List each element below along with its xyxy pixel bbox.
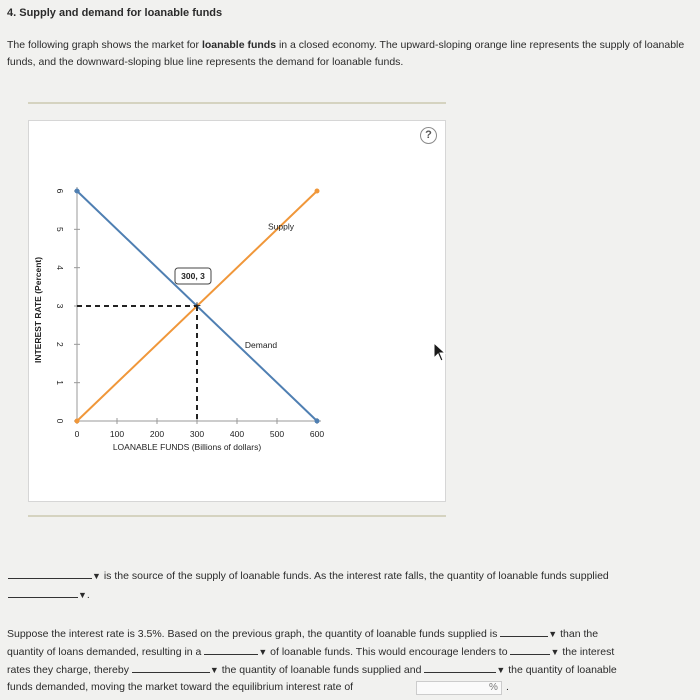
x-tick-label: 300 [189, 429, 205, 439]
y-tick-label: 2 [54, 341, 65, 347]
q1-line-1: ▼ is the source of the supply of loanable funds. As the interest rate falls, the quantity of loanable funds supplied [8, 566, 609, 585]
y-tick-label: 1 [54, 380, 65, 386]
q2-line-4: funds demanded, moving the market toward the equilibrium interest rate of [7, 681, 354, 693]
x-tick-label: 400 [229, 429, 245, 439]
equilibrium-label: 300, 3 [181, 271, 205, 281]
q2-line-3: rates they charge, thereby ▼ the quantity of loanable funds supplied and ▼ the quantity of loanable [7, 660, 617, 679]
q2-lenders-dropdown[interactable] [510, 642, 550, 655]
y-tick-label: 5 [54, 226, 65, 232]
x-tick-label: 200 [149, 429, 165, 439]
demand-end-point [315, 419, 320, 424]
y-tick-label: 4 [54, 265, 65, 271]
q1-line-2: ▼. [8, 585, 90, 604]
q2-line-2: quantity of loans demanded, resulting in a ▼ of loanable funds. This would encourage lenders to ▼ the interest [7, 642, 614, 661]
q2-end-period: . [506, 681, 509, 693]
y-axis-title: INTEREST RATE (Percent) [33, 256, 43, 364]
q1-supplied-dropdown-arrow[interactable]: ▼ [78, 590, 87, 600]
q2-demanded-dropdown[interactable] [424, 660, 496, 673]
supply-start-point [75, 419, 80, 424]
question-heading: 4. Supply and demand for loanable funds [7, 7, 223, 19]
q2-comparison-arrow[interactable]: ▼ [548, 629, 558, 639]
x-tick-label: 500 [269, 429, 285, 439]
help-icon[interactable]: ? [420, 127, 437, 144]
x-tick-label: 0 [74, 429, 80, 439]
y-tick-label: 6 [54, 188, 65, 194]
x-axis-title: LOANABLE FUNDS (Billions of dollars) [112, 442, 262, 452]
percent-unit: % [489, 682, 498, 693]
demand-start-point [75, 189, 80, 194]
q1-source-dropdown-arrow[interactable]: ▼ [92, 571, 101, 581]
q1-source-dropdown[interactable] [8, 566, 92, 579]
q2-demanded-arrow[interactable]: ▼ [496, 665, 506, 675]
x-tick-label: 600 [309, 429, 325, 439]
q2-line-1: Suppose the interest rate is 3.5%. Based on the previous graph, the quantity of loanable funds supplied is ▼ than the [7, 624, 598, 643]
q2-lenders-arrow[interactable]: ▼ [550, 647, 560, 657]
q2-shortage-surplus-dropdown[interactable] [204, 642, 258, 655]
supply-end-point [315, 189, 320, 194]
y-tick-label: 0 [54, 418, 65, 424]
q2-comparison-dropdown[interactable] [500, 624, 548, 637]
bottom-divider [28, 515, 446, 517]
q2-supplied-arrow[interactable]: ▼ [209, 665, 219, 675]
question-intro: The following graph shows the market for loanable funds in a closed economy. The upward-sloping orange line represents the supply of loanable funds, and the downward-sloping blue line represents the demand for loanable funds. [7, 39, 685, 68]
supply-label: Supply [268, 221, 294, 232]
q2-supplied-dropdown[interactable] [132, 660, 210, 673]
mouse-cursor-icon [432, 342, 446, 362]
q2-shortage-surplus-arrow[interactable]: ▼ [258, 647, 268, 657]
equilibrium-marker: + [192, 299, 202, 312]
y-tick-label: 3 [54, 303, 65, 309]
demand-label: Demand [244, 340, 278, 351]
q1-supplied-dropdown[interactable] [8, 585, 78, 598]
x-tick-label: 100 [109, 429, 125, 439]
